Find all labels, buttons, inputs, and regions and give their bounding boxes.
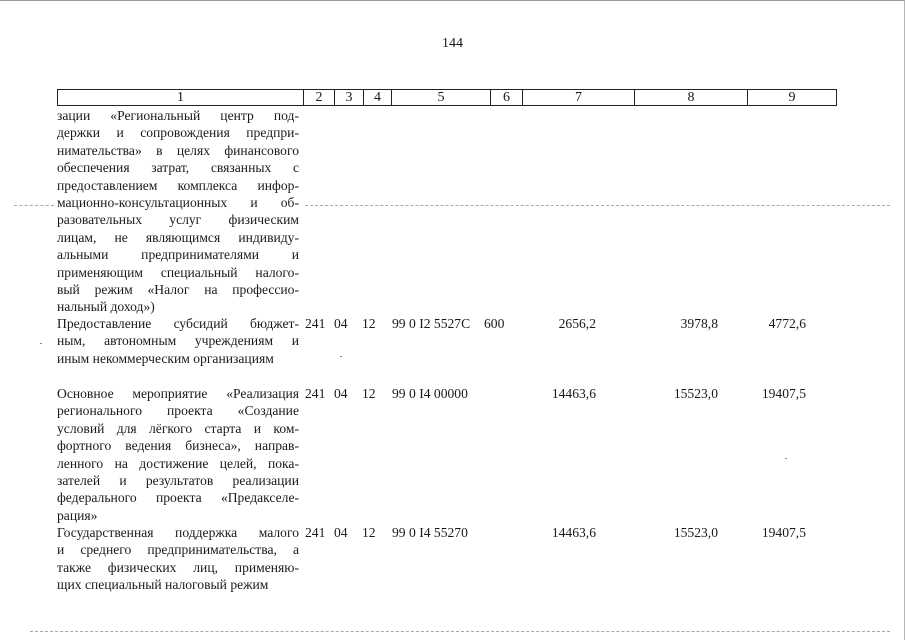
cell-col-3: 04 xyxy=(334,386,348,401)
description-line: ленного на достижение целей, пока- xyxy=(57,455,299,471)
cell-col-7: 2656,2 xyxy=(558,316,596,331)
cell-col-6: 600 xyxy=(484,316,505,331)
cell-col-2: 241 xyxy=(305,525,326,540)
row-description xyxy=(57,315,299,367)
description-line: лицам, не являющимся индивиду- xyxy=(57,229,299,245)
header-col-5: 5 xyxy=(392,90,491,105)
cell-col-3: 04 xyxy=(334,316,348,331)
description-line: держки и сопровождения предпри- xyxy=(57,125,299,141)
header-col-1: 1 xyxy=(58,90,304,105)
page-number: 144 xyxy=(442,36,463,51)
description-line: мационно-консультационных и об- xyxy=(57,194,299,210)
description-line: иным некоммерческим организациям xyxy=(57,350,274,366)
description-line: предоставлением комплекса инфор- xyxy=(57,177,299,193)
cell-col-8: 15523,0 xyxy=(673,386,718,401)
cell-col-6 xyxy=(484,524,514,594)
description-line: Основное мероприятие «Реализация xyxy=(57,386,299,401)
table-row xyxy=(57,315,848,367)
cell-col-2: 241 xyxy=(305,316,326,331)
header-col-8: 8 xyxy=(635,90,748,105)
scan-artifact-line xyxy=(30,631,890,632)
scan-speck xyxy=(785,458,787,459)
cell-col-4: 12 xyxy=(362,316,376,331)
header-col-4: 4 xyxy=(364,90,392,105)
description-line: щих специальный налоговый режим xyxy=(57,577,269,593)
table-row xyxy=(57,107,299,316)
description-line: регионального проекта «Создание xyxy=(57,403,299,419)
cell-col-7: 14463,6 xyxy=(551,525,596,540)
description-line: также физических лиц, применяю- xyxy=(57,559,299,575)
cell-col-8: 15523,0 xyxy=(673,525,718,540)
row-description xyxy=(57,524,299,594)
description-line: альными предпринимателями и xyxy=(57,247,299,263)
row-description xyxy=(57,107,299,316)
description-line: зателей и результатов реализации xyxy=(57,472,299,488)
scan-artifact-line xyxy=(305,205,890,206)
scan-speck xyxy=(40,343,42,344)
description-line: нимательства» в целях финансового xyxy=(57,142,299,158)
table-header-row xyxy=(57,89,837,106)
cell-col-9: 4772,6 xyxy=(768,316,806,331)
header-col-7: 7 xyxy=(523,90,635,105)
header-col-6: 6 xyxy=(491,90,523,105)
description-line: рация» xyxy=(57,507,98,523)
scan-speck xyxy=(340,356,342,357)
description-line: и среднего предпринимательства, а xyxy=(57,542,299,558)
header-col-3: 3 xyxy=(335,90,364,105)
cell-col-5: 99 0 I4 55270 xyxy=(392,525,468,540)
cell-col-4: 12 xyxy=(362,525,376,540)
cell-col-6 xyxy=(484,385,514,524)
header-col-9: 9 xyxy=(748,90,837,105)
cell-col-3: 04 xyxy=(334,525,348,540)
cell-col-7: 14463,6 xyxy=(551,386,596,401)
cell-col-4: 12 xyxy=(362,386,376,401)
description-line: применяющим специальный налого- xyxy=(57,264,299,280)
header-col-2: 2 xyxy=(304,90,335,105)
table-row xyxy=(57,385,848,524)
description-line: вый режим «Налог на профессио- xyxy=(57,281,299,297)
description-line: обеспечения затрат, связанных с xyxy=(57,160,299,176)
cell-col-9: 19407,5 xyxy=(761,386,806,401)
description-line: зации «Региональный центр под- xyxy=(57,108,299,123)
cell-col-8: 3978,8 xyxy=(680,316,718,331)
description-line: Государственная поддержка малого xyxy=(57,525,299,540)
description-line: ным, автономным учреждениям и xyxy=(57,333,299,349)
cell-col-5: 99 0 I4 00000 xyxy=(392,386,468,401)
cell-col-2: 241 xyxy=(305,386,326,401)
cell-col-9: 19407,5 xyxy=(761,525,806,540)
description-line: Предоставление субсидий бюджет- xyxy=(57,316,299,331)
description-line: федерального проекта «Предакселе- xyxy=(57,490,299,506)
cell-col-5: 99 0 I2 5527С xyxy=(392,316,471,331)
description-line: фортного ведения бизнеса», направ- xyxy=(57,438,299,454)
table-row xyxy=(57,524,848,594)
row-description xyxy=(57,385,299,524)
description-line: условий для лёгкого старта и ком- xyxy=(57,420,299,436)
description-line: разовательных услуг физическим xyxy=(57,212,299,228)
scan-artifact-line xyxy=(14,205,54,206)
description-line: нальный доход») xyxy=(57,299,155,315)
